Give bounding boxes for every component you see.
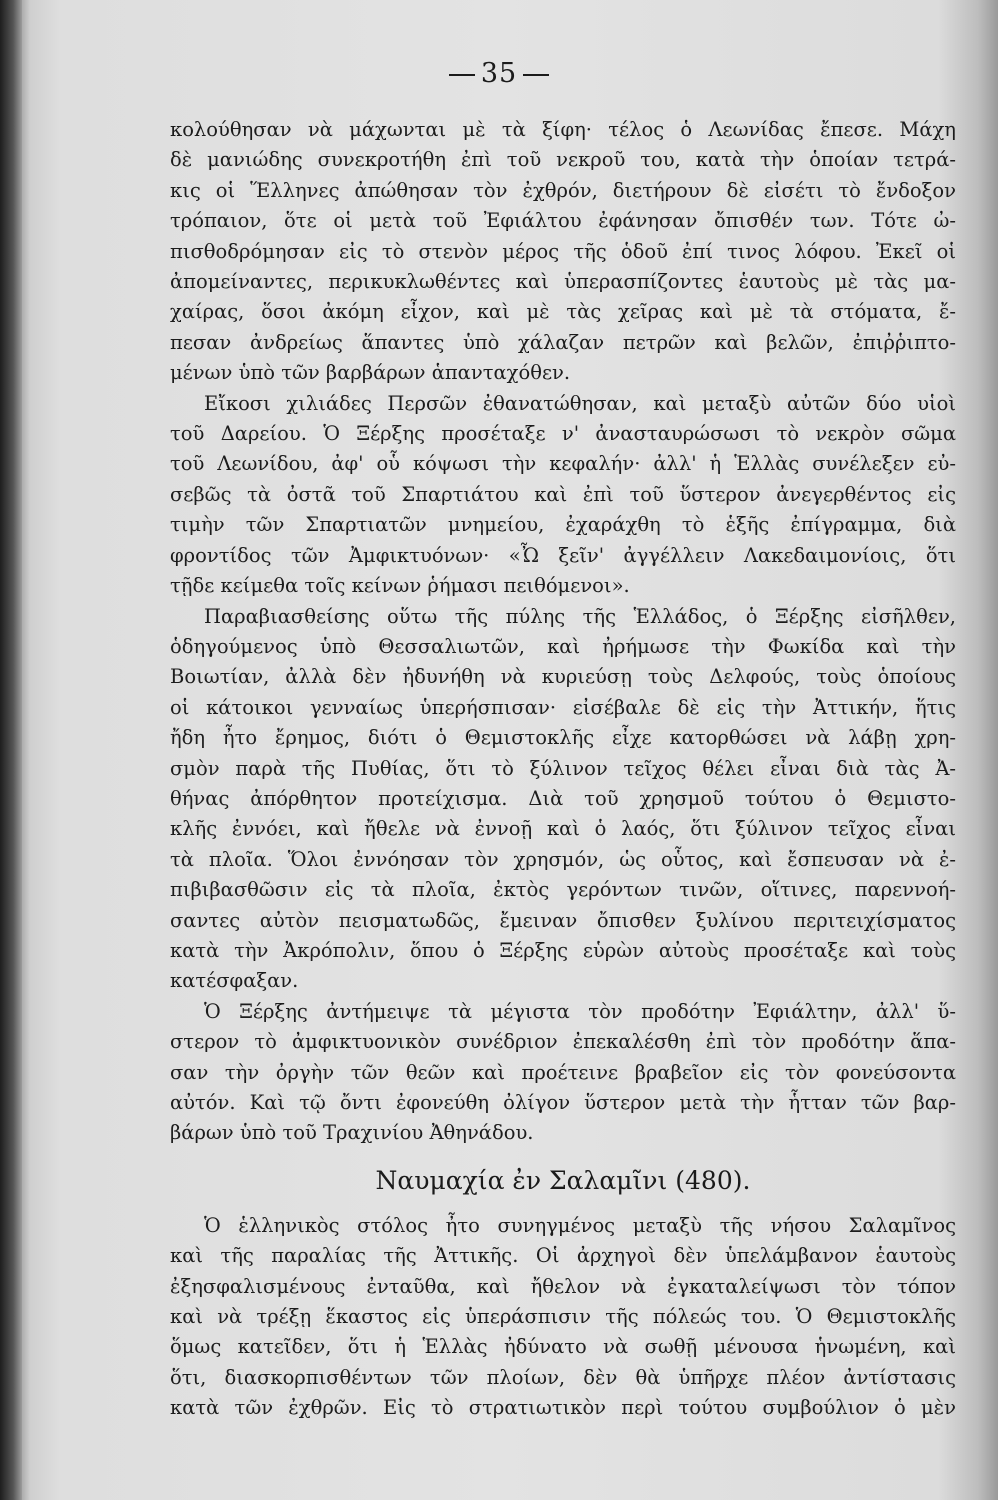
text-line: ὁδηγούμενος ὑπὸ Θεσσαλιωτῶν, καὶ ἠρήμωσε τὴν Φωκίδα καὶ τὴν bbox=[170, 634, 956, 658]
text-line: σμὸν παρὰ τῆς Πυθίας, ὅτι τὸ ξύλινον τεῖχος θέλει εἶναι διὰ τὰς Ἀ- bbox=[170, 756, 956, 780]
text-line: βάρων ὑπὸ τοῦ Τραχινίου Ἀθηνάδου. bbox=[170, 1121, 534, 1145]
page-gutter-shadow bbox=[0, 0, 22, 1500]
text-line: αὐτόν. Καὶ τῷ ὄντι ἐφονεύθη ὀλίγον ὕστερον μετὰ τὴν ἧτταν τῶν βαρ- bbox=[170, 1091, 956, 1114]
text-line: σεβῶς τὰ ὀστᾶ τοῦ Σπαρτιάτου καὶ ἐπὶ τοῦ ὕστερον ἀνεγερθέντος εἰς bbox=[170, 482, 956, 506]
text-line: τοῦ Λεωνίδου, ἀφ' οὗ κόψωσι τὴν κεφαλήν· ἀλλ' ἡ Ἑλλὰς συνέλεξεν εὐ- bbox=[170, 452, 956, 476]
text-line: κατέσφαξαν. bbox=[170, 969, 299, 993]
text-line: Ὁ Ξέρξης ἀντήμειψε τὰ μέγιστα τὸν προδότην Ἐφιάλτην, ἀλλ' ὕ- bbox=[204, 999, 956, 1023]
paragraph-5 bbox=[170, 1211, 956, 1241]
text-line: φροντίδος τῶν Ἀμφικτυόνων· «Ὦ ξεῖν' ἀγγέλλειν Λακεδαιμονίοις, ὅτι bbox=[170, 543, 956, 567]
text-line: τιμὴν τῶν Σπαρτιατῶν μνημείου, ἐχαράχθη τὸ ἑξῆς ἐπίγραμμα, διὰ bbox=[170, 513, 956, 537]
page-number-value: 35 bbox=[480, 58, 518, 89]
text-line: οἱ κάτοικοι γενναίως ὑπερήσπισαν· εἰσέβαλε δὲ εἰς τὴν Ἀττικήν, ἥτις bbox=[170, 695, 956, 719]
text-line: μένων ὑπὸ τῶν βαρβάρων ἁπανταχόθεν. bbox=[170, 361, 571, 385]
paragraph-4 bbox=[170, 997, 956, 1027]
paragraph-2-cont bbox=[170, 419, 956, 601]
section-heading: Ναυμαχία ἐν Σαλαμῖνι (480). bbox=[375, 1165, 751, 1195]
paragraph-2 bbox=[170, 389, 956, 419]
paragraph-1 bbox=[170, 115, 956, 389]
paragraph-5-cont bbox=[170, 1241, 956, 1423]
text-line: πιβιβασθῶσιν εἰς τὰ πλοῖα, ἐκτὸς γερόντων τινῶν, οἵτινες, παρεννοή- bbox=[170, 878, 956, 902]
text-line: Εἴκοσι χιλιάδες Περσῶν ἐθανατώθησαν, καὶ μεταξὺ αὐτῶν δύο υἱοὶ bbox=[204, 391, 956, 415]
text-line: Βοιωτίαν, ἀλλὰ δὲν ἠδυνήθη νὰ κυριεύσῃ τοὺς Δελφούς, τοὺς ὁποίους bbox=[170, 665, 956, 689]
text-line: σαν τὴν ὀργὴν τῶν θεῶν καὶ προέτεινε βραβεῖον εἰς τὸν φονεύσοντα bbox=[170, 1060, 956, 1084]
text-line: τὰ πλοῖα. Ὅλοι ἐννόησαν τὸν χρησμόν, ὡς οὗτος, καὶ ἔσπευσαν νὰ ἐ- bbox=[170, 847, 956, 871]
text-line: θήνας ἀπόρθητον προτείχισμα. Διὰ τοῦ χρησμοῦ τούτου ὁ Θεμιστο- bbox=[170, 786, 956, 810]
text-line: χαίρας, ὅσοι ἀκόμη εἶχον, καὶ μὲ τὰς χεῖρας καὶ μὲ τὰ στόματα, ἔ- bbox=[170, 300, 956, 324]
text-line: τῇδε κείμεθα τοῖς κείνων ῥήμασι πειθόμενοι». bbox=[170, 574, 630, 598]
text-line: κολούθησαν νὰ μάχωνται μὲ τὰ ξίφη· τέλος ὁ Λεωνίδας ἔπεσε. Μάχη bbox=[170, 118, 956, 141]
text-line: σαντες αὐτὸν πεισματωδῶς, ἔμειναν ὄπισθεν ξυλίνου περιτειχίσματος bbox=[170, 908, 956, 932]
paragraph-3 bbox=[170, 602, 956, 632]
text-line: πεσαν ἀνδρείως ἅπαντες ὑπὸ χάλαζαν πετρῶν καὶ βελῶν, ἐπιῤῥιπτο- bbox=[170, 330, 956, 354]
paragraph-4-cont bbox=[170, 1027, 956, 1149]
text-line: ἀπομείναντες, περικυκλωθέντες καὶ ὑπερασπίζοντες ἑαυτοὺς μὲ τὰς μα- bbox=[170, 270, 956, 294]
text-line: καὶ τῆς παραλίας τῆς Ἀττικῆς. Οἱ ἀρχηγοὶ δὲν ὑπελάμβανον ἑαυτοὺς bbox=[170, 1244, 956, 1268]
text-line: κις οἱ Ἕλληνες ἀπώθησαν τὸν ἐχθρόν, διετήρουν δὲ εἰσέτι τὸ ἔνδοξον bbox=[170, 178, 956, 202]
text-line: στερον τὸ ἀμφικτυονικὸν συνέδριον ἐπεκαλέσθη ἐπὶ τὸν προδότην ἅπα- bbox=[170, 1030, 956, 1054]
text-line: ὅτι, διασκορπισθέντων τῶν πλοίων, δὲν θὰ ὑπῆρχε πλέον ἀντίστασις bbox=[170, 1365, 956, 1389]
text-line: καὶ νὰ τρέξῃ ἕκαστος εἰς ὑπεράσπισιν τῆς πόλεώς του. Ὁ Θεμιστοκλῆς bbox=[170, 1305, 956, 1329]
text-line: τρόπαιον, ὅτε οἱ μετὰ τοῦ Ἐφιάλτου ἐφάνησαν ὄπισθέν των. Τότε ὠ- bbox=[170, 209, 956, 233]
text-line: Ὁ ἑλληνικὸς στόλος ἦτο συνηγμένος μεταξὺ τῆς νήσου Σαλαμῖνος bbox=[204, 1213, 956, 1237]
dash-right bbox=[523, 74, 549, 76]
text-line: κατὰ τὴν Ἀκρόπολιν, ὅπου ὁ Ξέρξης εὑρὼν αὐτοὺς προσέταξε καὶ τοὺς bbox=[170, 938, 956, 962]
body-text bbox=[170, 115, 956, 1424]
page-number bbox=[0, 58, 998, 89]
text-line: πισθοδρόμησαν εἰς τὸ στενὸν μέρος τῆς ὁδοῦ ἐπί τινος λόφου. Ἐκεῖ οἱ bbox=[170, 239, 956, 263]
text-line: ἤδη ἦτο ἔρημος, διότι ὁ Θεμιστοκλῆς εἶχε κατορθώσει νὰ λάβῃ χρη- bbox=[170, 726, 956, 750]
text-line: κλῆς ἐννόει, καὶ ἤθελε νὰ ἐννοῇ καὶ ὁ λαός, ὅτι ξύλινον τεῖχος εἶναι bbox=[170, 817, 956, 841]
text-line: κατὰ τῶν ἐχθρῶν. Εἰς τὸ στρατιωτικὸν περὶ τούτου συμβούλιον ὁ μὲν bbox=[170, 1396, 956, 1420]
text-line: Παραβιασθείσης οὕτω τῆς πύλης τῆς Ἑλλάδος, ὁ Ξέρξης εἰσῆλθεν, bbox=[204, 604, 956, 628]
dash-left bbox=[449, 74, 475, 76]
text-line: τοῦ Δαρείου. Ὁ Ξέρξης προσέταξε ν' ἀνασταυρώσωσι τὸ νεκρὸν σῶμα bbox=[170, 422, 956, 446]
paragraph-3-cont bbox=[170, 632, 956, 997]
text-line: ὅμως κατεῖδεν, ὅτι ἡ Ἑλλὰς ἠδύνατο νὰ σωθῇ μένουσα ἡνωμένη, καὶ bbox=[170, 1335, 956, 1359]
text-line: δὲ μανιώδης συνεκροτήθη ἐπὶ τοῦ νεκροῦ του, κατὰ τὴν ὁποίαν τετρά- bbox=[170, 148, 956, 172]
text-line: ἐξησφαλισμένους ἐνταῦθα, καὶ ἤθελον νὰ ἐγκαταλείψωσι τὸν τόπον bbox=[170, 1274, 956, 1298]
